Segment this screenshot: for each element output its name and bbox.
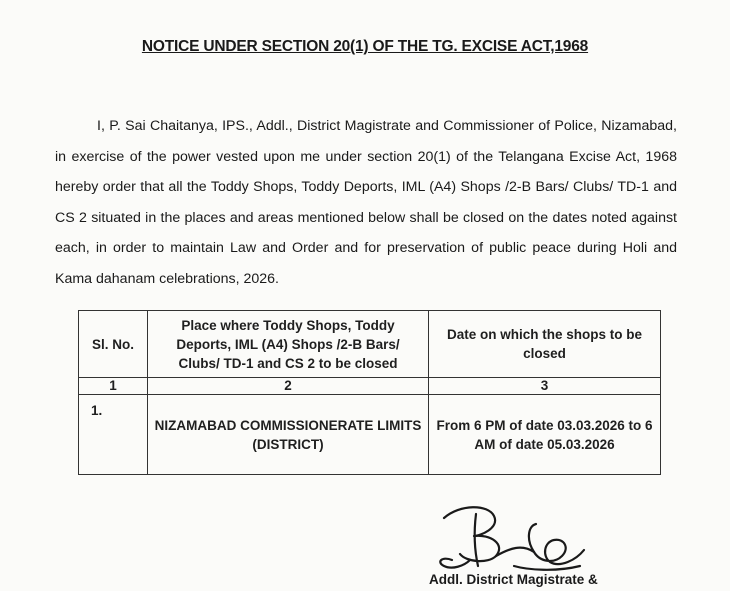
column-number: 1 (79, 378, 148, 395)
row-place: NIZAMABAD COMMISSIONERATE LIMITS (DISTRICT) (148, 395, 429, 475)
signature-graphic (430, 500, 590, 578)
column-number: 3 (429, 378, 661, 395)
header-place: Place where Toddy Shops, Toddy Deports, IML (A4) Shops /2-B Bars/ Clubs/ TD-1 and CS 2 to be closed (148, 311, 429, 378)
row-sl-no: 1. (79, 395, 148, 475)
column-number: 2 (148, 378, 429, 395)
header-sl-no: Sl. No. (79, 311, 148, 378)
row-date: From 6 PM of date 03.03.2026 to 6 AM of date 05.03.2026 (429, 395, 661, 475)
notice-body (55, 111, 677, 294)
table-row (79, 395, 661, 475)
closure-table (78, 310, 661, 475)
notice-body-text: I, P. Sai Chaitanya, IPS., Addl., District Magistrate and Commissioner of Police, Nizamabad, in exercise of the power vested upon me under section 20(1) of the Telangana Excise Act, 1968 hereby order that all the Toddy Shops, Toddy Deports, IML (A4) Shops /2-B Bars/ Clubs/ TD-1 and CS 2 situated in the places and areas mentioned below shall be closed on the dates noted against each, in order to maintain Law and Order and for preservation of public peace during Holi and Kama dahanam celebrations, 2026. (55, 118, 677, 287)
header-date: Date on which the shops to be closed (429, 311, 661, 378)
table-header-row (79, 311, 661, 378)
notice-title: NOTICE UNDER SECTION 20(1) OF THE TG. EXCISE ACT,1968 (141, 38, 589, 55)
column-number-row (79, 378, 661, 395)
signature-designation: Addl. District Magistrate & (429, 572, 598, 587)
